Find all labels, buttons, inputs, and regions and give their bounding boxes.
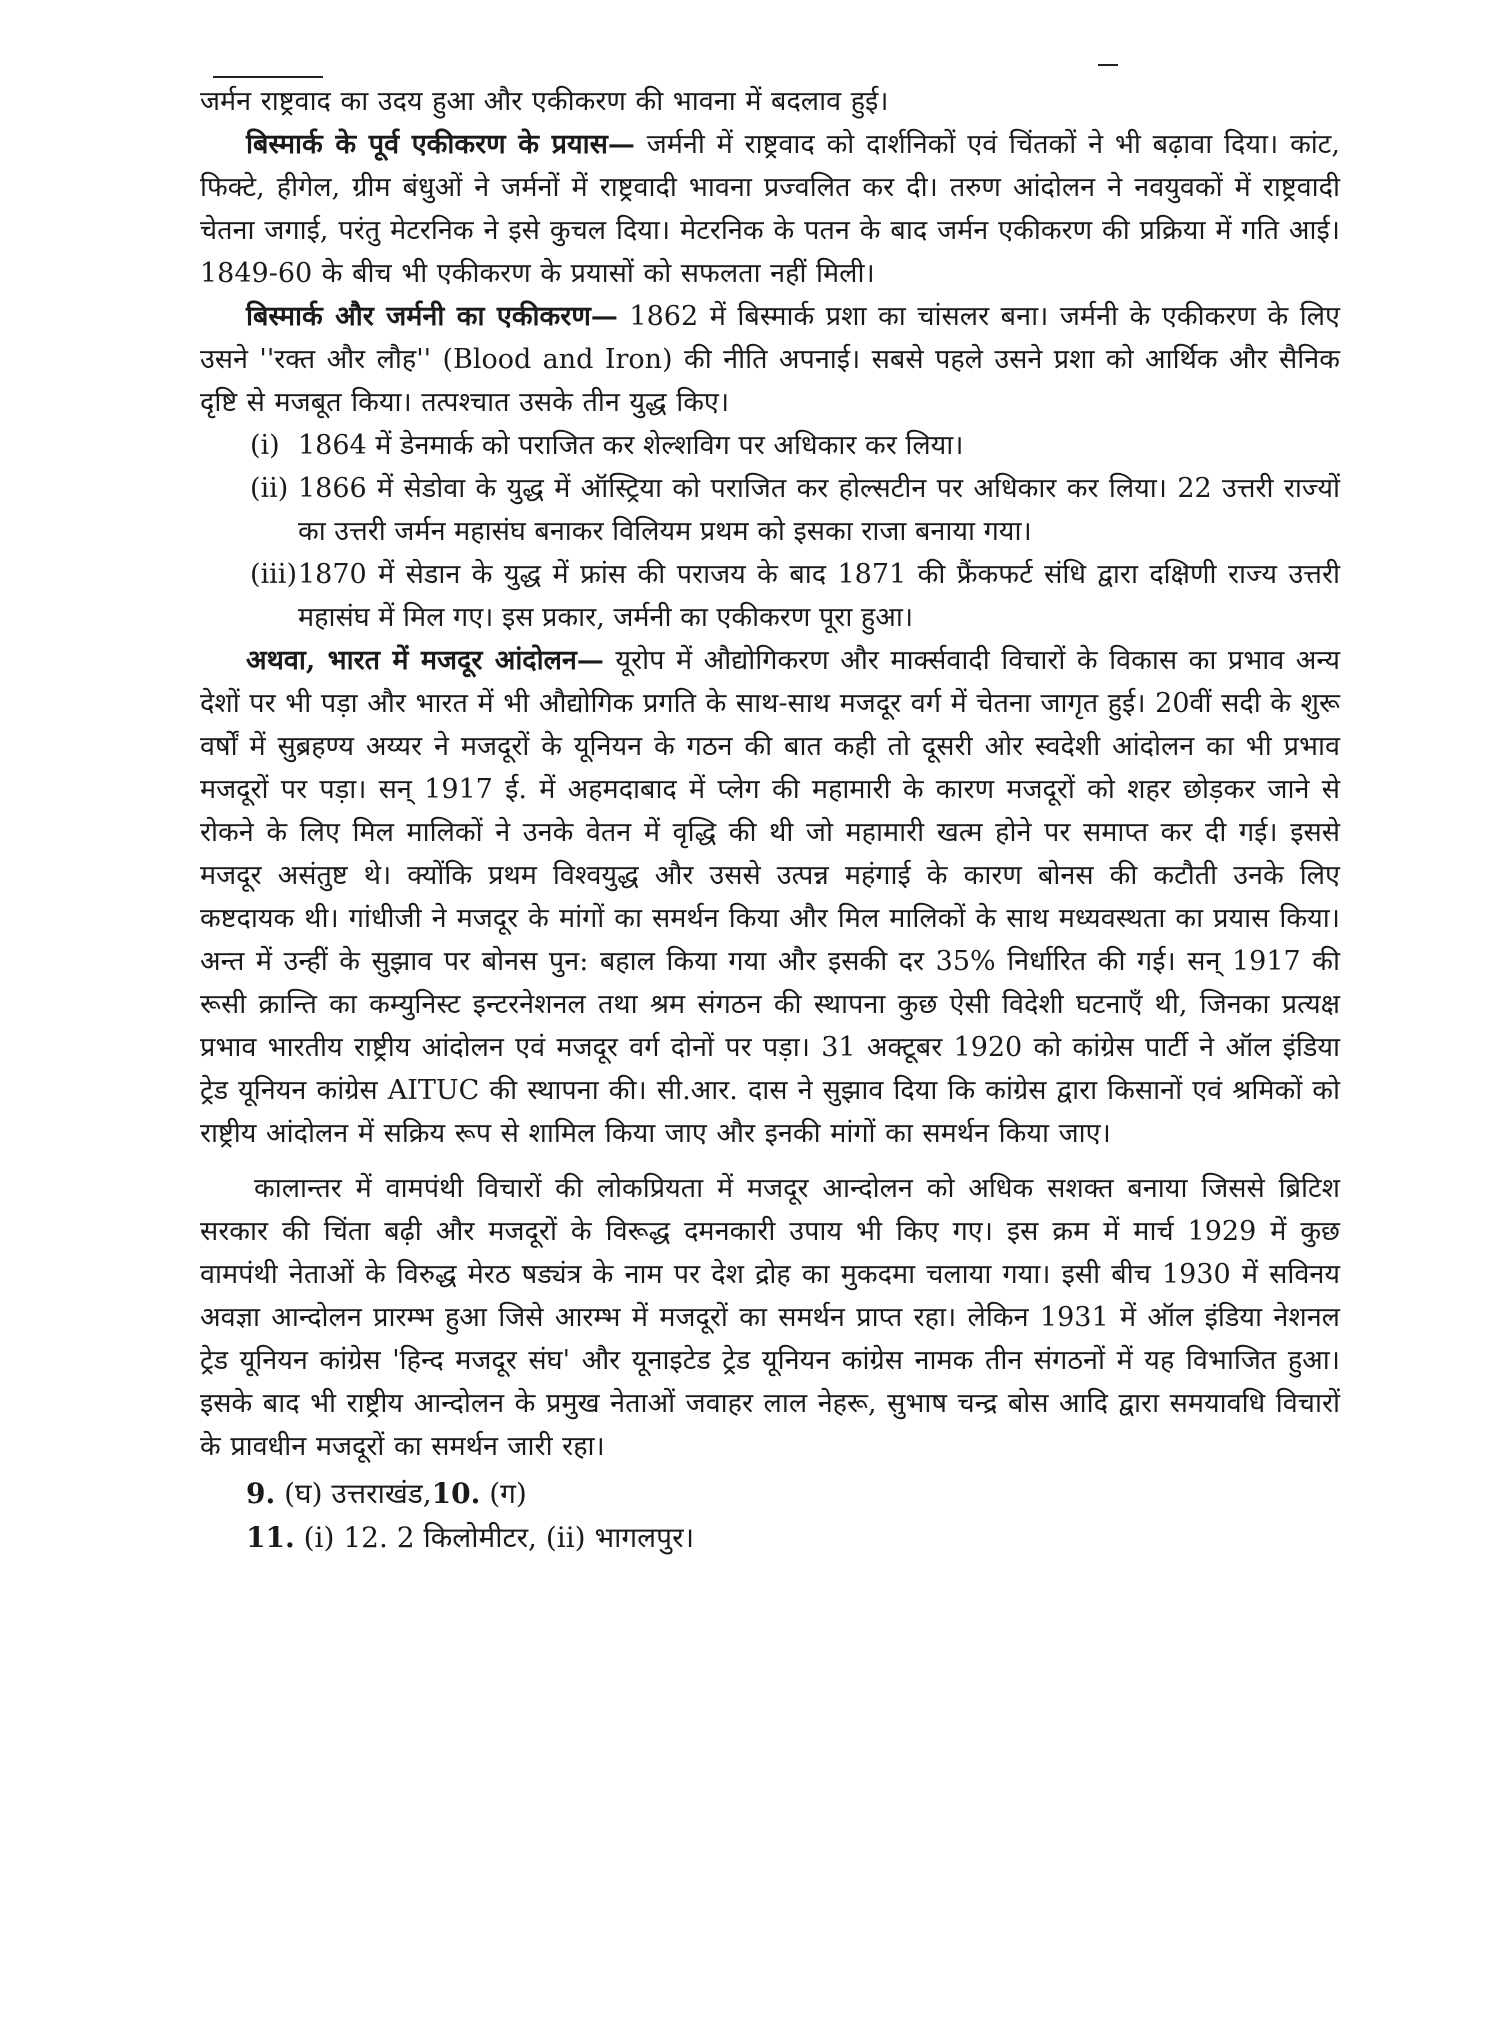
list-item-text: 1864 में डेनमार्क को पराजित कर शेल्शविग पर अधिकार कर लिया। bbox=[298, 430, 964, 461]
list-item-text: 1866 में सेडोवा के युद्ध में ऑस्ट्रिया को पराजित कर होल्सटीन पर अधिकार कर लिया। 22 उत्तरी राज्यों का उत्तरी जर्मन महासंघ बनाकर विलियम प्रथम को इसका राजा बनाया गया। bbox=[298, 473, 1340, 547]
answer-9-number: 9. bbox=[246, 1477, 276, 1510]
list-item bbox=[200, 553, 1340, 639]
answer-10-text: (ग) bbox=[480, 1477, 527, 1510]
answer-10-number: 10. bbox=[431, 1477, 481, 1510]
list-item bbox=[200, 424, 1340, 467]
answer-9-text: (घ) उत्तराखंड, bbox=[275, 1477, 432, 1510]
body-labour-movement: यूरोप में औद्योगिकरण और मार्क्सवादी विचारों के विकास का प्रभाव अन्य देशों पर भी पड़ा और भारत में भी औद्योगिक प्रगति के साथ-साथ मजदूर वर्ग में चेतना जागृत हुई। 20वीं सदी के शुरू वर्षों में सुब्रहण्य अय्यर ने मजदूरों के यूनियन के गठन की बात कही तो दूसरी ओर स्वदेशी आंदोलन का भी प्रभाव मजदूरों पर पड़ा। सन् 1917 ई. में अहमदाबाद में प्लेग की महामारी के कारण मजदूरों को शहर छोड़कर जाने से रोकने के लिए मिल मालिकों ने उनके वेतन में वृद्धि की थी जो महामारी खत्म होने पर समाप्त कर दी गई। इससे मजदूर असंतुष्ट थे। क्योंकि प्रथम विश्वयुद्ध और उससे उत्पन्न महंगाई के कारण बोनस की कटौती उनके लिए कष्टदायक थी। गांधीजी ने मजदूर के मांगों का समर्थन किया और मिल मालिकों के साथ मध्यवस्थता का प्रयास किया। अन्त में उन्हीं के सुझाव पर बोनस पुन: बहाल किया गया और इसकी दर 35% निर्धारित की गई। सन् 1917 की रूसी क्रान्ति का कम्युनिस्ट इन्टरनेशनल तथा श्रम संगठन की स्थापना कुछ ऐसी विदेशी घटनाएँ थी, जिनका प्रत्यक्ष प्रभाव भारतीय राष्ट्रीय आंदोलन एवं मजदूर वर्ग दोनों पर पड़ा। 31 अक्टूबर 1920 को कांग्रेस पार्टी ने ऑल इंडिया ट्रेड यूनियन कांग्रेस AITUC की स्थापना की। सी.आर. दास ने सुझाव दिया कि कांग्रेस द्वारा किसानों एवं श्रमिकों को राष्ट्रीय आंदोलन में सक्रिय रूप से शामिल किया जाए और इनकी मांगों का समर्थन किया जाए। bbox=[200, 645, 1340, 1149]
answer-11-number: 11. bbox=[246, 1521, 295, 1554]
top-right-rule bbox=[1098, 64, 1118, 66]
body-pre-bismarck: जर्मनी में राष्ट्रवाद को दार्शनिकों एवं चिंतकों ने भी बढ़ावा दिया। कांट, फिक्टे, हीगेल, ग्रीम बंधुओं ने जर्मनों में राष्ट्रवादी भावना प्रज्वलित कर दी। तरुण आंदोलन ने नवयुवकों में राष्ट्रवादी चेतना जगाई, परंतु मेटरनिक ने इसे कुचल दिया। मेटरनिक के पतन के बाद जर्मन एकीकरण की प्रक्रिया में गति आई। 1849-60 के बीच भी एकीकरण के प्रयासों को सफलता नहीं मिली। bbox=[200, 129, 1340, 289]
paragraph-bismarck-unification bbox=[200, 295, 1340, 424]
answers-block bbox=[200, 1472, 1340, 1560]
heading-pre-bismarck: बिस्मार्क के पूर्व एकीकरण के प्रयास— bbox=[246, 129, 635, 160]
document-page bbox=[200, 70, 1340, 1560]
paragraph-leftist-ideas: कालान्तर में वामपंथी विचारों की लोकप्रियता में मजदूर आन्दोलन को अधिक सशक्त बनाया जिससे ब्रिटिश सरकार की चिंता बढ़ी और मजदूरों के विरूद्ध दमनकारी उपाय भी किए गए। इस क्रम में मार्च 1929 में कुछ वामपंथी नेताओं के विरुद्ध मेरठ षड्यंत्र के नाम पर देश द्रोह का मुकदमा चलाया गया। इसी बीच 1930 में सविनय अवज्ञा आन्दोलन प्रारम्भ हुआ जिसे आरम्भ में मजदूरों का समर्थन प्राप्त रहा। लेकिन 1931 में ऑल इंडिया नेशनल ट्रेड यूनियन कांग्रेस 'हिन्द मजदूर संघ' और यूनाइटेड ट्रेड यूनियन कांग्रेस नामक तीन संगठनों में यह विभाजित हुआ। इसके बाद भी राष्ट्रीय आन्दोलन के प्रमुख नेताओं जवाहर लाल नेहरू, सुभाष चन्द्र बोस आदि द्वारा समयावधि विचारों के प्रावधीन मजदूरों का समर्थन जारी रहा। bbox=[200, 1173, 1340, 1462]
answer-11-text: (i) 12. 2 किलोमीटर, (ii) भागलपुर। bbox=[294, 1521, 695, 1554]
heading-bismarck-unification: बिस्मार्क और जर्मनी का एकीकरण— bbox=[246, 301, 618, 332]
list-item bbox=[200, 467, 1340, 553]
paragraph-labour-movement bbox=[200, 639, 1340, 1155]
answer-line-11 bbox=[246, 1516, 1340, 1560]
list-item-number: (ii) bbox=[250, 473, 289, 504]
heading-labour-movement: अथवा, भारत में मजदूर आंदोलन— bbox=[246, 645, 604, 676]
wars-list bbox=[200, 424, 1340, 639]
list-item-number: (iii) bbox=[250, 559, 297, 590]
paragraph-intro: जर्मन राष्ट्रवाद का उदय हुआ और एकीकरण की भावना में बदलाव हुई। bbox=[200, 86, 889, 117]
list-item-number: (i) bbox=[250, 430, 280, 461]
answer-line-9-10 bbox=[246, 1472, 1340, 1516]
body-bismarck-unification: 1862 में बिस्मार्क प्रशा का चांसलर बना। जर्मनी के एकीकरण के लिए उसने ''रक्त और लौह'' (Blood and Iron) की नीति अपनाई। सबसे पहले उसने प्रशा को आर्थिक और सैनिक दृष्टि से मजबूत किया। तत्पश्चात उसके तीन युद्ध किए। bbox=[200, 301, 1340, 418]
list-item-text: 1870 में सेडान के युद्ध में फ्रांस की पराजय के बाद 1871 की फ्रैंकफर्ट संधि द्वारा दक्षिणी राज्य उत्तरी महासंघ में मिल गए। इस प्रकार, जर्मनी का एकीकरण पूरा हुआ। bbox=[298, 559, 1340, 633]
paragraph-pre-bismarck bbox=[200, 123, 1340, 295]
